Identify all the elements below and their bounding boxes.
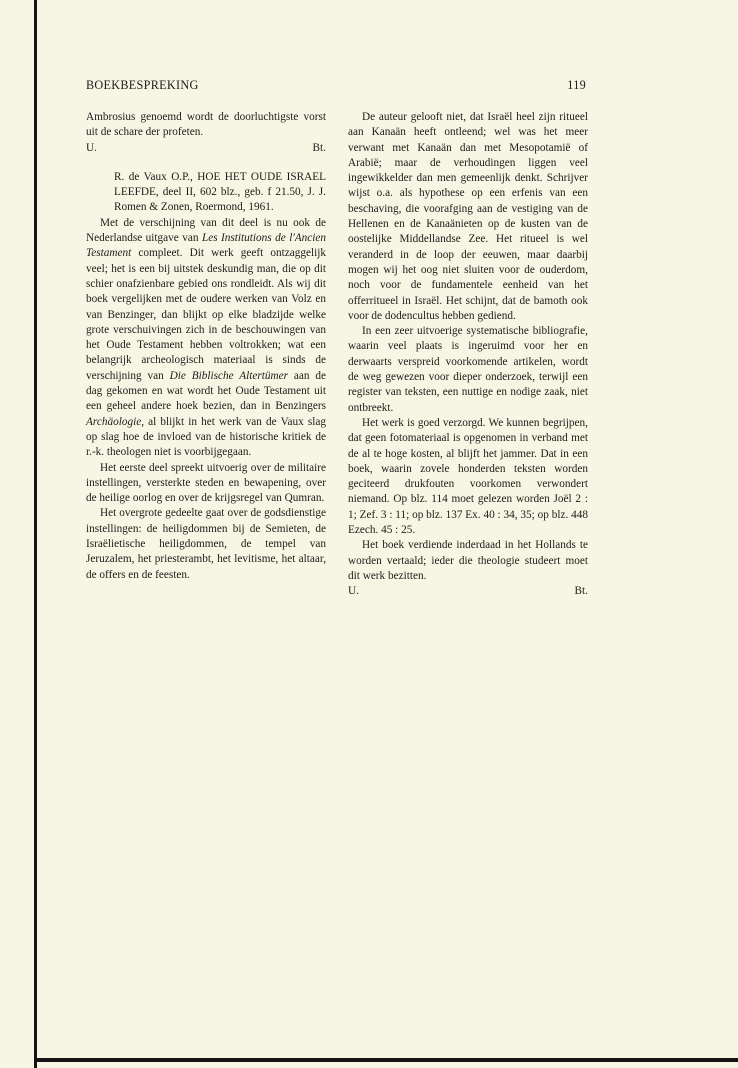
paragraph: Het eerste deel spreekt uitvoerig over de militaire instellingen, versterkte steden en bewapening, over de heilige oorlog en over de krijgsregel van Qumran. xyxy=(86,461,326,505)
italic-title: Die Biblische Altertümer xyxy=(169,369,289,382)
signature-name: Bt. xyxy=(574,585,588,598)
italic-title: Les Institutions de l'Ancien Testament xyxy=(86,232,326,260)
text-run: Met de verschijning van dit deel is nu ook de Nederlandse uitgave van xyxy=(86,216,326,245)
signature-name: Bt. xyxy=(312,141,326,154)
signature xyxy=(86,141,326,156)
italic-title: Archäologie xyxy=(86,415,142,428)
page-number: 119 xyxy=(567,78,586,92)
text-run: aan de dag gekomen en wat wordt het Oude Testament uit een geheel andere hoek bezien, dan in Benzingers xyxy=(86,369,326,413)
scan-left-edge xyxy=(34,0,37,1068)
text-run: , al blijkt in het werk van de Vaux slag op slag hoe de invloed van de historische kritiek de r.-k. theologen niet is voorbijgegaan. xyxy=(86,415,326,459)
signature-initial: U. xyxy=(348,585,359,598)
right-column xyxy=(348,110,588,600)
reference-details: , deel II, 602 blz., geb. f 21.50, J. J. Romen & Zonen, Roermond, 1961. xyxy=(114,186,326,214)
paragraph: In een zeer uitvoerige systematische bibliografie, waarin veel plaats is ingeruimd voor her en derwaarts verspreid voorkomende artikelen, wordt de weg gewezen voor dieper onderzoek, terwijl een register van teksten, een nuttige en nodige zaak, niet ontbreekt. xyxy=(348,325,588,414)
reference-title: HOE HET OUDE ISRAEL LEEFDE xyxy=(114,170,326,199)
signature xyxy=(348,584,588,599)
opening-paragraph: Ambrosius genoemd wordt de doorluchtigste vorst uit de schare der profeten. xyxy=(86,111,326,139)
paragraph: Het werk is goed verzorgd. We kunnen begrijpen, dat geen fotomateriaal is opgenomen in verband met de al te hoge kosten, al blijft het jammer. Dat in een boek, waarin zovele honderden teksten worden geciteerd drukfouten voorkomen verwondert niemand. Op blz. 114 moet gelezen worden Joël 2 : 1; Zef. 3 : 11; op blz. 137 Ex. 40 : 34, 35; op blz. 448 Ezech. 45 : 25. xyxy=(348,416,588,537)
running-title: BOEKBESPREKING xyxy=(86,78,199,92)
paragraph: Het overgrote gedeelte gaat over de godsdienstige instellingen: de heiligdommen bij de Semieten, de Israëlietische heiligdommen, de tempel van Jeruzalem, het priesterambt, het levitisme, het altaar, de offers en de feesten. xyxy=(86,507,326,581)
text-run: compleet. Dit werk geeft ontzaggelijk veel; het is een bij uitstek deskundig man, die op dit schier onafzienbare gebied ons rondleidt. Als wij dit boek vergelijken met de oudere werken van Volz en van Benzinger, dan blijkt op elke bladzijde welke grote verschuivingen zich in de beschouwingen van het Oude Testament hebben voltrokken; wat een belangrijk archeologisch materiaal is sinds de verschijning van xyxy=(86,247,326,382)
book-page xyxy=(86,78,588,598)
book-reference xyxy=(114,170,326,216)
paragraph: Het boek verdiende inderdaad in het Hollands te worden vertaald; ieder die theologie studeert moet dit werk bezitten. xyxy=(348,539,588,582)
running-head xyxy=(86,78,586,98)
paragraph: De auteur gelooft niet, dat Israël heel zijn ritueel aan Kanaän heeft ontleend; wel was het meer verwant met Kanaän dan met Mesopotamië of Arabië; maar de verhoudingen liggen veel ingewikkelder dan men gemeenlijk denkt. Schrijver wijst o.a. als hypothese op een erfenis van een beschaving, die voorafging aan de vestiging van de Hellenen en de Kanaänieten op de kusten van de oostelijke Middellandse Zee. Het ritueel is wel veranderd in de loop der eeuwen, maar daarbij mogen wij het oog niet sluiten voor de ouderdom, noch voor de fundamentele eenheid van het offerritueel in Israël. Het schijnt, dat de bamoth ook voor de dodencultus hebben gediend. xyxy=(348,111,588,322)
reference-author: R. de Vaux O.P., xyxy=(114,170,198,183)
left-column xyxy=(86,110,326,583)
paragraph xyxy=(86,216,326,461)
scan-bottom-edge xyxy=(34,1058,738,1062)
signature-initial: U. xyxy=(86,141,97,154)
